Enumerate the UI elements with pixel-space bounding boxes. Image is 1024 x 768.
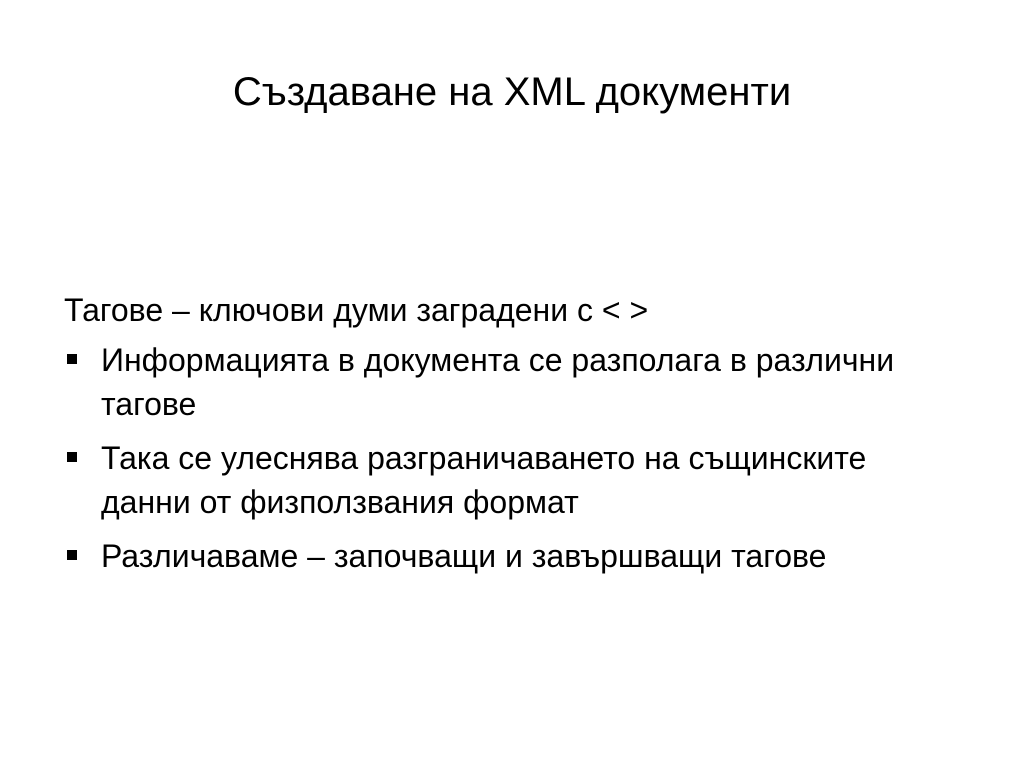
slide-title: Създаване на XML документи bbox=[232, 70, 792, 114]
bullet-text: Информацията в документа се разполага в различни тагове bbox=[101, 342, 895, 422]
intro-line: Тагове – ключови думи заградени с < > bbox=[64, 292, 649, 328]
bullet-item bbox=[64, 534, 964, 578]
bullet-text: Различаваме – започващи и завършващи тагове bbox=[101, 538, 827, 574]
square-bullet-icon bbox=[67, 550, 77, 560]
bullet-item bbox=[64, 436, 964, 524]
slide-body bbox=[64, 288, 964, 578]
bullet-text: Така се улеснява разграничаването на същинските данни от физползвания формат bbox=[101, 440, 867, 520]
bullet-item bbox=[64, 338, 964, 426]
bullet-list bbox=[64, 338, 964, 578]
square-bullet-icon bbox=[67, 354, 77, 364]
square-bullet-icon bbox=[67, 452, 77, 462]
